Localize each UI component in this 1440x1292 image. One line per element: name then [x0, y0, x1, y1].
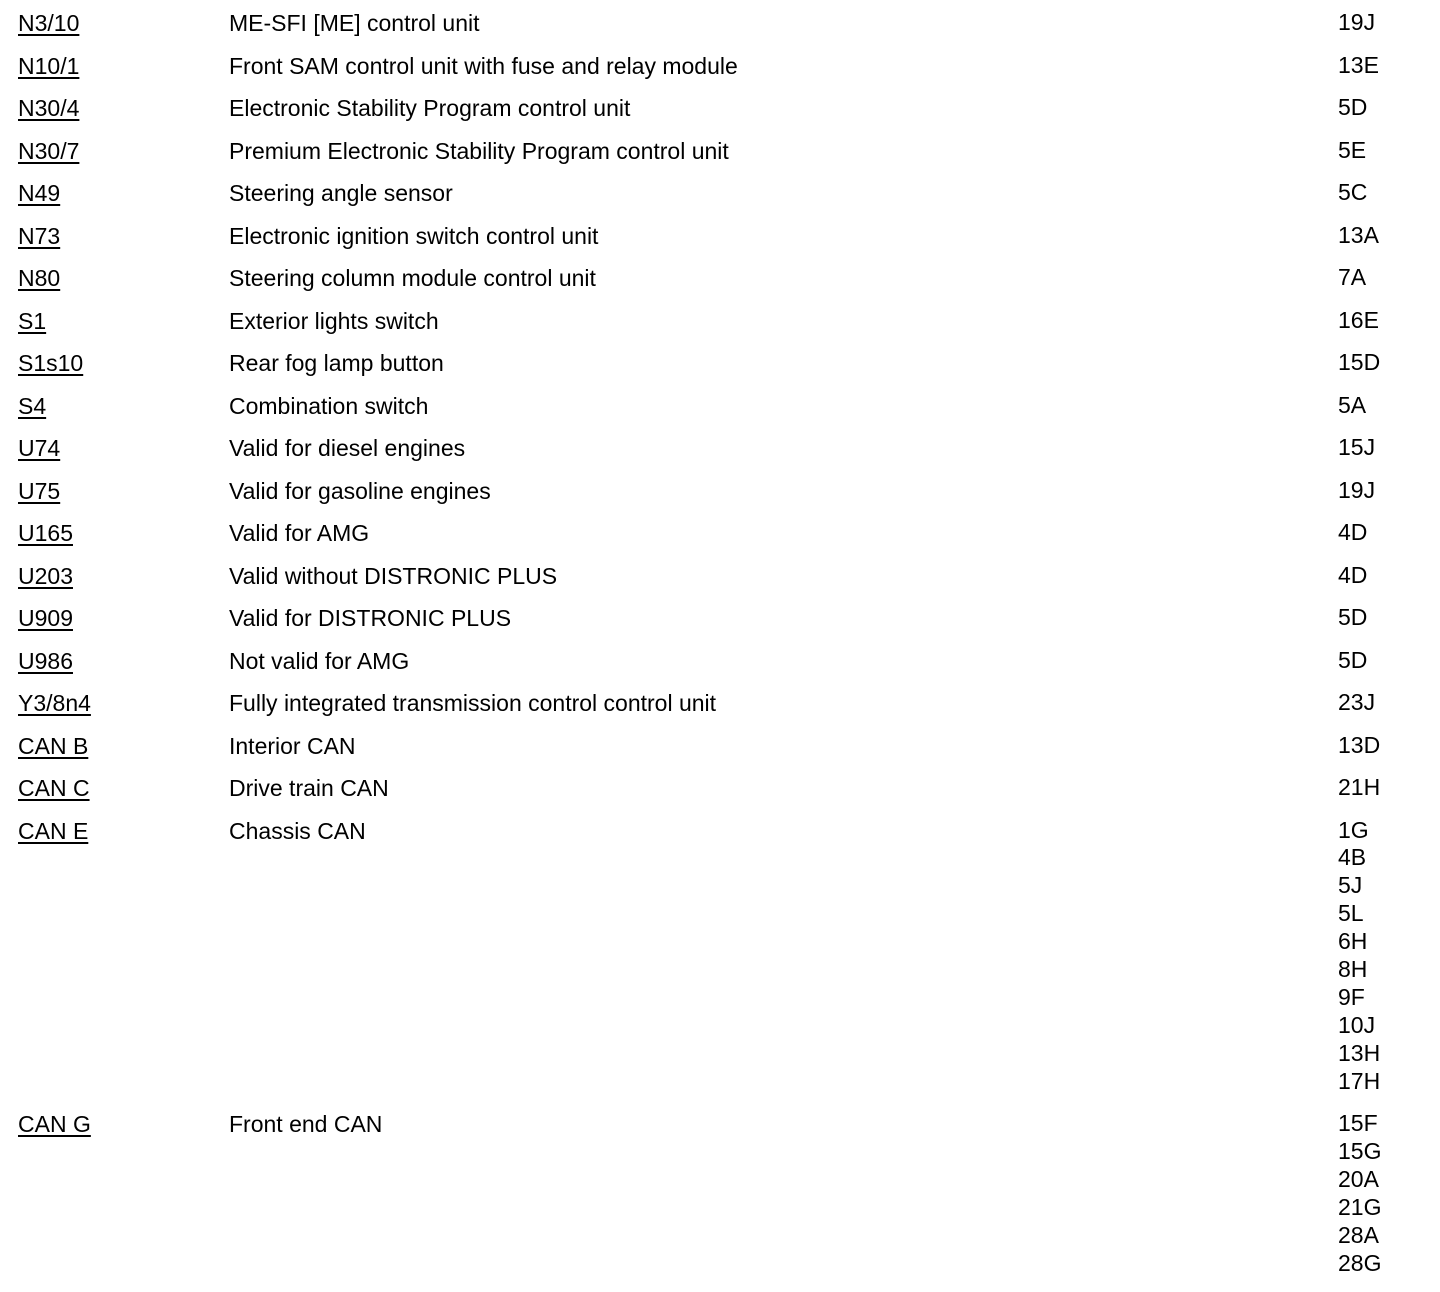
component-code-link[interactable]: U203 — [18, 562, 73, 589]
component-description: Steering column module control unit — [229, 265, 596, 291]
grid-reference-list — [1338, 434, 1375, 462]
grid-reference-list — [1338, 774, 1380, 802]
legend-row — [18, 349, 1428, 377]
legend-row — [18, 732, 1428, 760]
component-code-link[interactable]: CAN E — [18, 817, 89, 844]
grid-reference: 15G — [1338, 1137, 1382, 1164]
component-code-link[interactable]: CAN G — [18, 1111, 91, 1138]
grid-reference: 28G — [1338, 1249, 1382, 1276]
grid-reference-list — [1338, 477, 1375, 505]
grid-reference: 15F — [1338, 1110, 1378, 1137]
component-code-link[interactable]: N49 — [18, 180, 61, 206]
grid-reference: 19J — [1338, 476, 1376, 503]
component-legend-table — [18, 9, 1428, 1292]
component-description: Valid for AMG — [229, 520, 370, 546]
component-code-link[interactable]: S4 — [18, 392, 47, 419]
component-description: ME-SFI [ME] control unit — [229, 10, 480, 36]
component-description: Rear fog lamp button — [229, 350, 444, 376]
grid-reference: 5D — [1338, 604, 1368, 630]
legend-row — [18, 94, 1428, 122]
component-code-link[interactable]: CAN C — [18, 775, 90, 801]
component-description: Valid for gasoline engines — [229, 477, 491, 504]
grid-reference: 5A — [1338, 391, 1367, 418]
grid-reference: 23J — [1338, 689, 1376, 715]
component-description: Electronic ignition switch control unit — [229, 222, 599, 249]
grid-reference: 6H — [1338, 928, 1368, 955]
grid-reference-list — [1338, 349, 1380, 377]
component-code-link[interactable]: N3/10 — [18, 10, 80, 36]
grid-reference-list — [1338, 264, 1366, 292]
grid-reference: 17H — [1338, 1067, 1381, 1094]
component-code-link[interactable]: N10/1 — [18, 52, 80, 79]
component-description: Exterior lights switch — [229, 307, 439, 334]
grid-reference: 19J — [1338, 9, 1376, 35]
legend-row — [18, 137, 1428, 165]
grid-reference: 5J — [1338, 872, 1363, 899]
component-description: Chassis CAN — [229, 817, 366, 844]
grid-reference: 21G — [1338, 1193, 1382, 1220]
legend-row — [18, 307, 1428, 335]
component-description: Combination switch — [229, 392, 429, 419]
grid-reference-list — [1338, 222, 1379, 250]
grid-reference: 15D — [1338, 349, 1381, 375]
grid-reference-list — [1338, 137, 1366, 165]
component-code-link[interactable]: S1 — [18, 307, 47, 334]
legend-row — [18, 434, 1428, 462]
component-code-link[interactable]: Y3/8n4 — [18, 690, 91, 716]
grid-reference-list — [1338, 817, 1380, 1096]
component-code-link[interactable]: U74 — [18, 435, 61, 461]
grid-reference: 5E — [1338, 136, 1367, 163]
grid-reference: 9F — [1338, 983, 1365, 1010]
component-code-link[interactable]: CAN B — [18, 732, 89, 759]
legend-row — [18, 9, 1428, 37]
grid-reference: 15J — [1338, 434, 1376, 460]
legend-row — [18, 1110, 1428, 1277]
component-description: Front end CAN — [229, 1111, 383, 1138]
grid-reference-list — [1338, 52, 1379, 80]
component-code-link[interactable]: N30/7 — [18, 137, 80, 164]
grid-reference-list — [1338, 9, 1375, 37]
legend-row — [18, 52, 1428, 80]
legend-row — [18, 562, 1428, 590]
grid-reference: 13D — [1338, 731, 1381, 758]
grid-reference-list — [1338, 647, 1367, 675]
grid-reference-list — [1338, 732, 1380, 760]
grid-reference: 20A — [1338, 1165, 1379, 1192]
grid-reference-list — [1338, 604, 1367, 632]
grid-reference-list — [1338, 307, 1379, 335]
legend-row — [18, 774, 1428, 802]
component-description: Valid without DISTRONIC PLUS — [229, 562, 558, 589]
grid-reference: 7A — [1338, 264, 1367, 290]
component-description: Steering angle sensor — [229, 180, 453, 206]
grid-reference: 4B — [1338, 844, 1367, 871]
legend-row — [18, 817, 1428, 1096]
component-description: Front SAM control unit with fuse and relay module — [229, 52, 738, 79]
grid-reference: 5C — [1338, 179, 1368, 205]
grid-reference: 8H — [1338, 956, 1368, 983]
component-code-link[interactable]: N73 — [18, 222, 61, 249]
grid-reference: 13H — [1338, 1039, 1381, 1066]
grid-reference-list — [1338, 1110, 1381, 1277]
legend-row — [18, 392, 1428, 420]
grid-reference-list — [1338, 689, 1375, 717]
grid-reference: 10J — [1338, 1011, 1376, 1038]
legend-row — [18, 647, 1428, 675]
grid-reference-list — [1338, 519, 1367, 547]
legend-row — [18, 222, 1428, 250]
legend-row — [18, 689, 1428, 717]
grid-reference-list — [1338, 94, 1367, 122]
legend-row — [18, 264, 1428, 292]
grid-reference: 13A — [1338, 221, 1379, 248]
grid-reference: 4D — [1338, 561, 1368, 588]
component-code-link[interactable]: S1s10 — [18, 350, 84, 376]
component-code-link[interactable]: N80 — [18, 265, 61, 291]
component-description: Valid for diesel engines — [229, 435, 466, 461]
component-description: Valid for DISTRONIC PLUS — [229, 605, 512, 631]
grid-reference: 4D — [1338, 519, 1368, 545]
component-code-link[interactable]: U75 — [18, 477, 61, 504]
grid-reference-list — [1338, 179, 1367, 207]
legend-row — [18, 477, 1428, 505]
grid-reference: 1G — [1338, 816, 1369, 843]
grid-reference: 28A — [1338, 1221, 1379, 1248]
component-code-link[interactable]: U986 — [18, 647, 73, 674]
grid-reference: 5D — [1338, 646, 1368, 673]
component-description: Not valid for AMG — [229, 647, 410, 674]
component-code-link[interactable]: N30/4 — [18, 95, 80, 121]
component-description: Electronic Stability Program control unit — [229, 95, 631, 121]
legend-row — [18, 519, 1428, 547]
grid-reference-list — [1338, 392, 1366, 420]
grid-reference: 21H — [1338, 774, 1381, 800]
grid-reference: 16E — [1338, 306, 1379, 333]
grid-reference: 5L — [1338, 900, 1364, 927]
component-code-link[interactable]: U909 — [18, 605, 73, 631]
component-description: Fully integrated transmission control control unit — [229, 690, 717, 716]
legend-row — [18, 179, 1428, 207]
legend-row — [18, 604, 1428, 632]
grid-reference: 13E — [1338, 51, 1379, 78]
grid-reference: 5D — [1338, 94, 1368, 120]
grid-reference-list — [1338, 562, 1367, 590]
component-description: Drive train CAN — [229, 775, 389, 801]
component-description: Premium Electronic Stability Program control unit — [229, 137, 729, 164]
component-description: Interior CAN — [229, 732, 356, 759]
component-code-link[interactable]: U165 — [18, 520, 73, 546]
